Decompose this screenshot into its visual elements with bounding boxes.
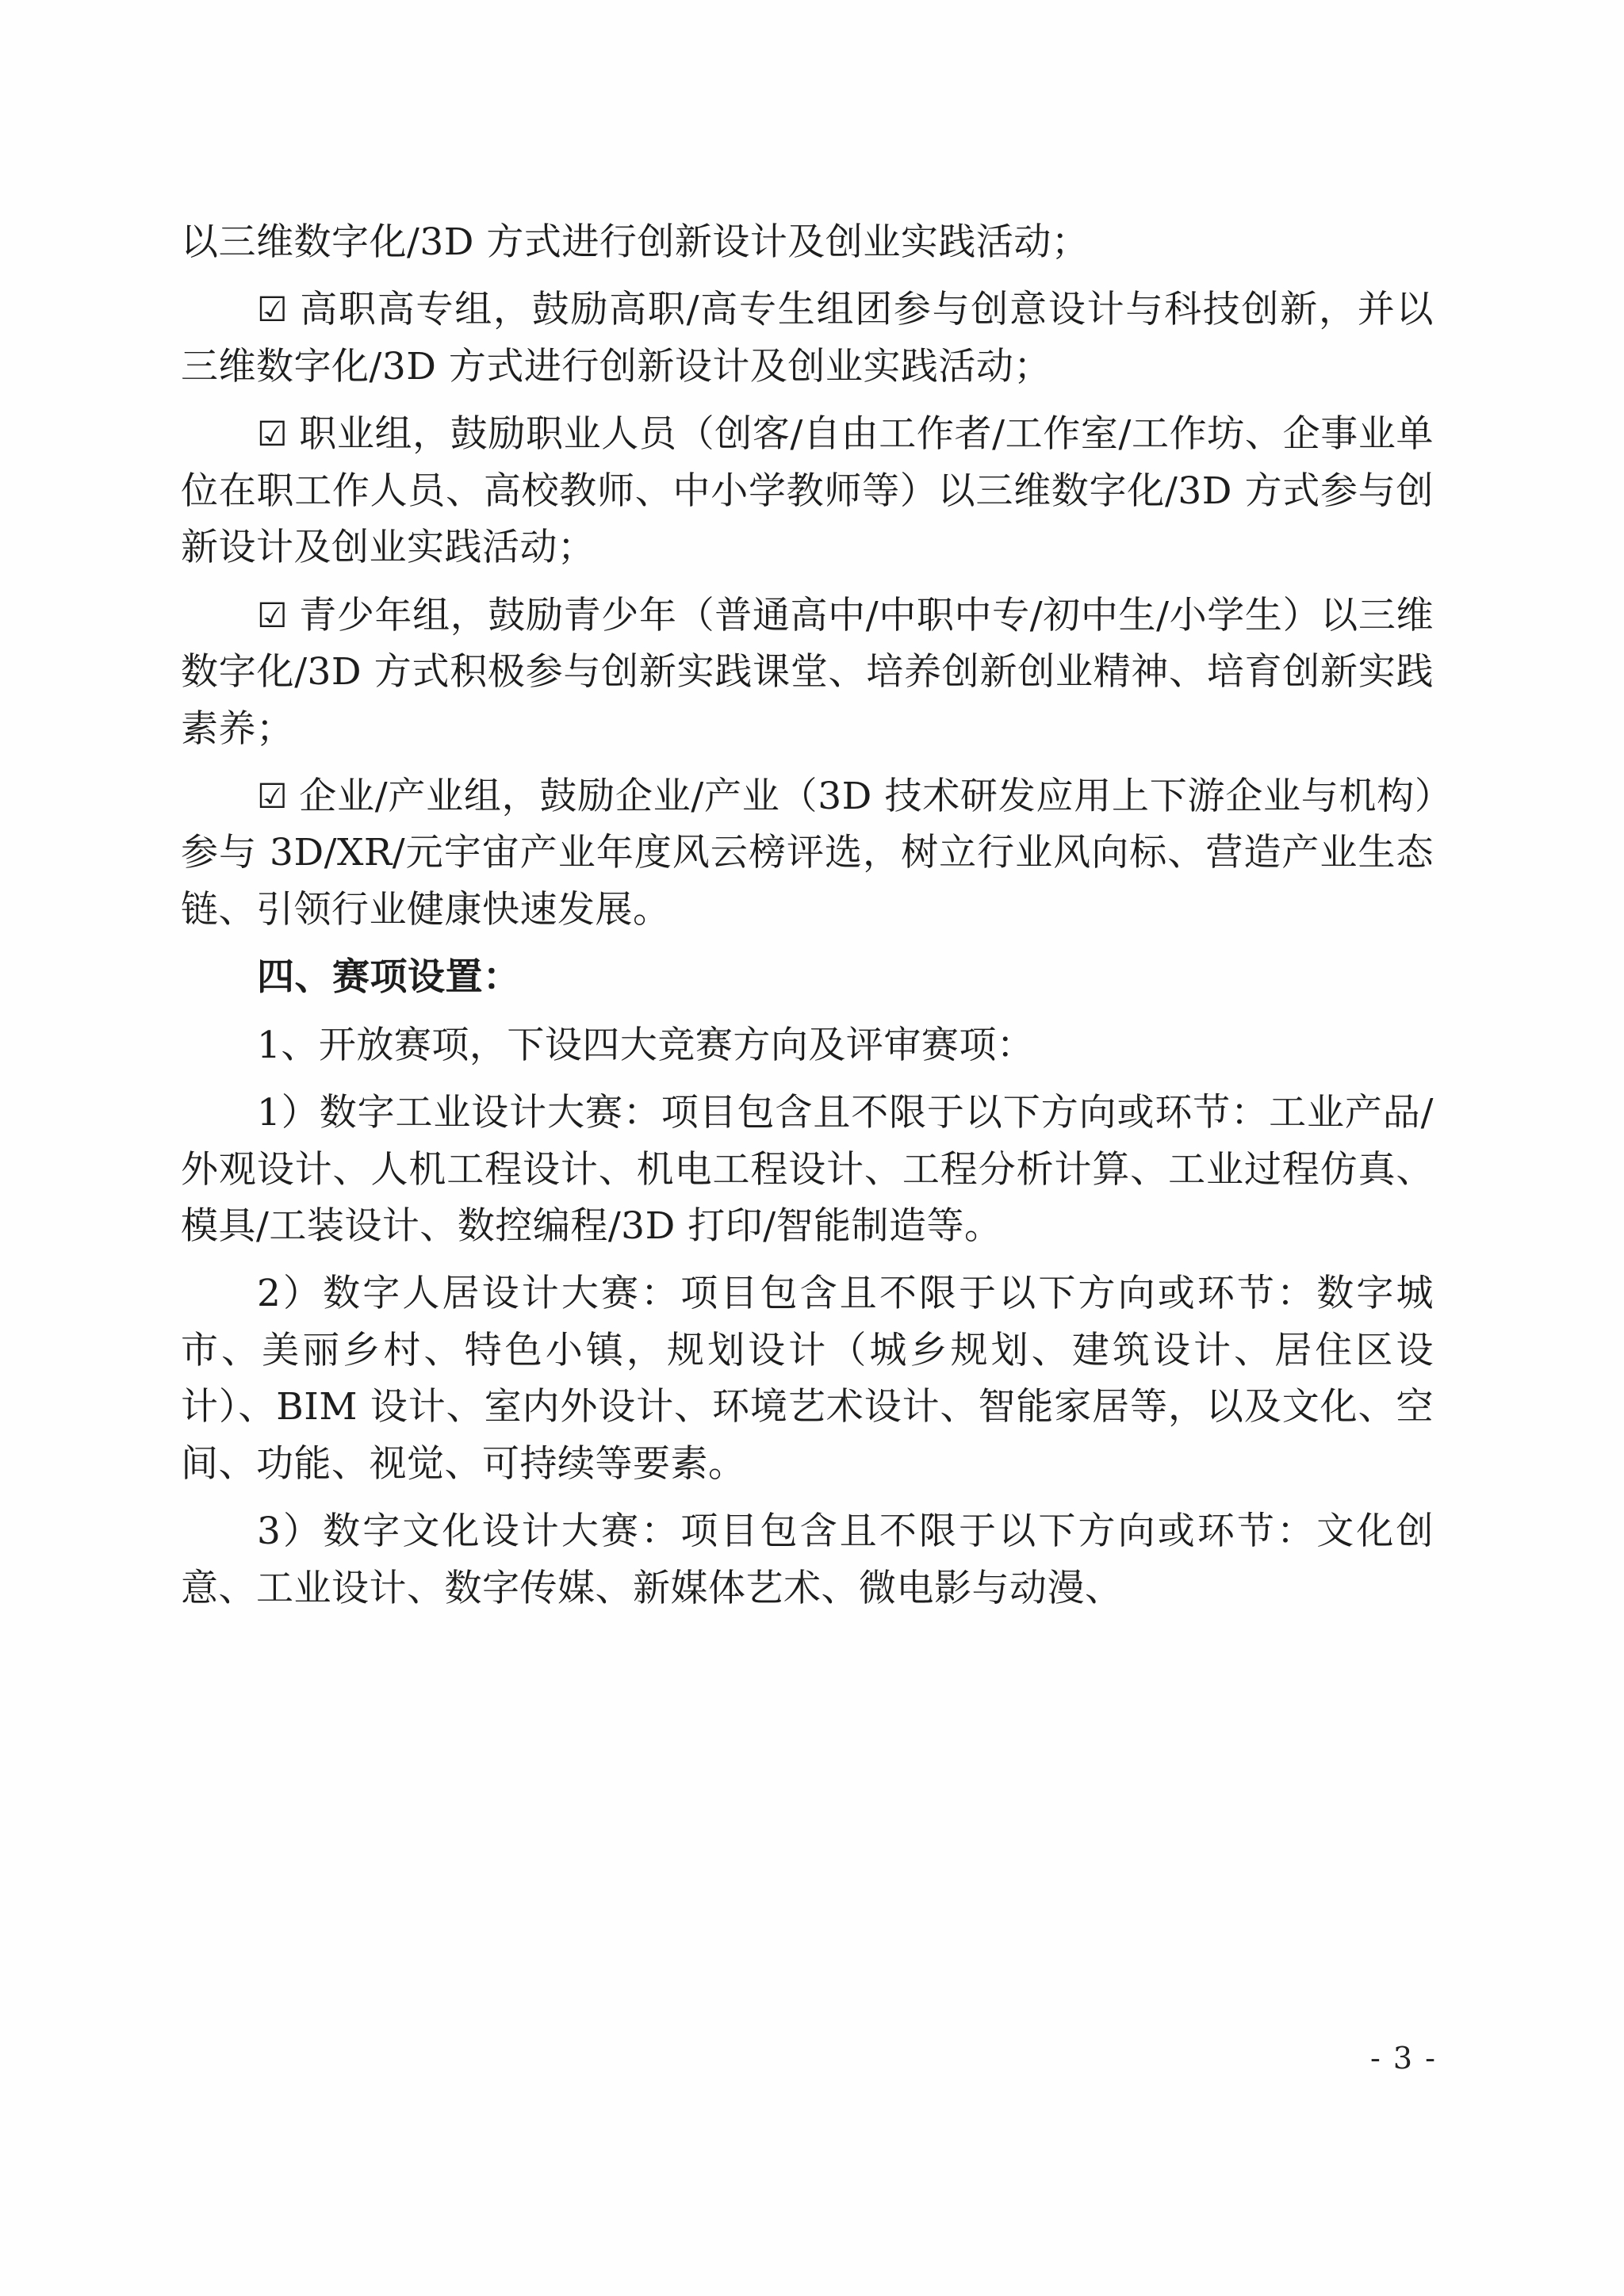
checkbox-checked-icon[interactable]: ☑: [257, 415, 289, 455]
paragraph-text: 2）数字人居设计大赛：项目包含且不限于以下方向或环节：数字城市、美丽乡村、特色小镇，规划设计（城乡规划、建筑设计、居住区设计）、BIM 设计、室内外设计、环境艺术设计、智能家居等，以及文化、空间、功能、视觉、可持续等要素。: [181, 1272, 1434, 1486]
paragraph-text: 职业组，鼓励职业人员（创客/自由工作者/工作室/工作坊、企事业单位在职工作人员、高校教师、中小学教师等）以三维数字化/3D 方式参与创新设计及创业实践活动；: [181, 412, 1434, 570]
checkbox-item-professional: [181, 406, 1434, 576]
checkbox-item-enterprise: [181, 768, 1434, 938]
paragraph-text: 以三维数字化/3D 方式进行创新设计及创业实践活动；: [181, 220, 1090, 264]
checkbox-checked-icon[interactable]: ☑: [257, 776, 289, 817]
section-heading-text: 四、赛项设置：: [257, 955, 521, 1000]
paragraph-text: 1、开放赛项，下设四大竞赛方向及评审赛项：: [257, 1023, 1035, 1067]
list-item-1-3: [181, 1503, 1434, 1617]
paragraph-text: 高职高专组，鼓励高职/高专生组团参与创意设计与科技创新，并以三维数字化/3D 方式进行创新设计及创业实践活动；: [181, 288, 1434, 388]
paragraph-text: 青少年组，鼓励青少年（普通高中/中职中专/初中生/小学生）以三维数字化/3D 方式积极参与创新实践课堂、培养创新创业精神、培育创新实践素养；: [181, 593, 1434, 751]
paragraph-text: 企业/产业组，鼓励企业/产业（3D 技术研发应用上下游企业与机构）参与 3D/XR/元宇宙产业年度风云榜评选，树立行业风向标、营造产业生态链、引领行业健康快速发展。: [181, 774, 1434, 932]
checkbox-item-vocational-college: [181, 281, 1434, 395]
checkbox-checked-icon[interactable]: ☑: [257, 290, 289, 331]
checkbox-item-youth: [181, 587, 1434, 757]
page-number: - 3 -: [1369, 2041, 1437, 2076]
list-item-1: [181, 1017, 1434, 1073]
list-item-1-1: [181, 1085, 1434, 1254]
section-heading-four: [181, 949, 1434, 1005]
document-body: [181, 214, 1434, 1628]
paragraph-intro-continuation: [181, 214, 1434, 270]
checkbox-checked-icon[interactable]: ☑: [257, 595, 289, 636]
paragraph-text: 3）数字文化设计大赛：项目包含且不限于以下方向或环节：文化创意、工业设计、数字传媒、新媒体艺术、微电影与动漫、: [181, 1510, 1434, 1610]
list-item-1-2: [181, 1265, 1434, 1492]
paragraph-text: 1）数字工业设计大赛：项目包含且不限于以下方向或环节：工业产品/外观设计、人机工程设计、机电工程设计、工程分析计算、工业过程仿真、模具/工装设计、数控编程/3D 打印/智能制造等。: [181, 1091, 1434, 1248]
